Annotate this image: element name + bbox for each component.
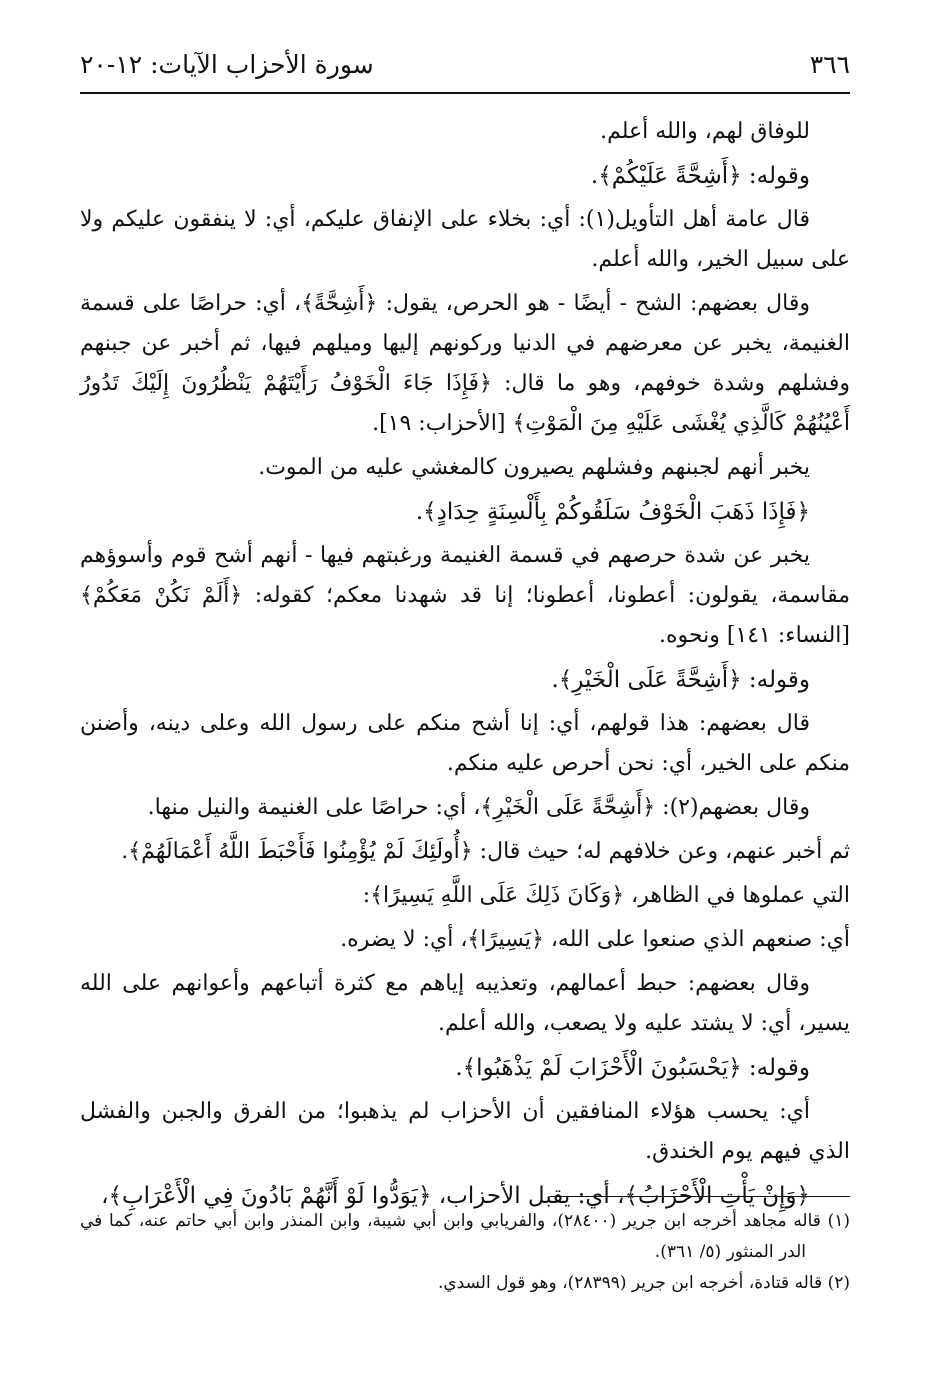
paragraph: ﴿وَإِنْ يَأْتِ الْأَحْزَابُ﴾، أي: يقبل الأحزاب، ﴿يَوَدُّوا لَوْ أَنَّهُمْ بَادُونَ فِي الْأَعْرَابِ﴾، — [101, 1183, 810, 1209]
paragraph: ﴿فَإِذَا ذَهَبَ الْخَوْفُ سَلَقُوكُمْ بِأَلْسِنَةٍ حِدَادٍ﴾. — [415, 499, 810, 525]
paragraph: وقوله: ﴿أَشِحَّةً عَلَيْكُمْ﴾. — [590, 163, 810, 189]
running-title: سورة الأحزاب الآيات: ١٢-٢٠ — [80, 50, 374, 79]
footnote: (٢) قاله قتادة، أخرجه ابن جرير (٢٨٣٩٩)، وهو قول السدي. — [437, 1273, 850, 1293]
paragraph: قال بعضهم: هذا قولهم، أي: إنا أشح منكم على رسول الله وعلى دينه، وأضنن منكم على الخير، أي: نحن أحرص عليه منكم. — [80, 711, 850, 776]
footnote-separator — [550, 1196, 850, 1197]
main-text — [80, 112, 850, 1220]
paragraph: يخبر عن شدة حرصهم في قسمة الغنيمة ورغبتهم فيها - أنهم أشح قوم وأسوؤهم مقاسمة، يقولون: أعطونا، أعطونا؛ إنا قد شهدنا معكم؛ كقوله: ﴿أَلَمْ نَكُنْ مَعَكُمْ﴾ [النساء: ١٤١] ونحوه. — [80, 543, 850, 648]
paragraph: أي: صنعهم الذي صنعوا على الله، ﴿يَسِيرًا﴾، أي: لا يضره. — [340, 927, 850, 952]
paragraph: وقال بعضهم(٢): ﴿أَشِحَّةً عَلَى الْخَيْرِ﴾، أي: حراصًا على الغنيمة والنيل منها. — [147, 795, 810, 820]
footnotes — [80, 1206, 850, 1299]
page-number: ٣٦٦ — [809, 50, 850, 79]
paragraph: وقال بعضهم: الشح - أيضًا - هو الحرص، يقول: ﴿أَشِحَّةً﴾، أي: حراصًا على قسمة الغنيمة، يخبر عن معرضهم في الدنيا وركونهم إليها وميلهم فيها، ثم أخبر عن جبنهم وفشلهم وشدة خوفهم، وهو ما قال: ﴿فَإِذَا جَاءَ الْخَوْفُ رَأَيْتَهُمْ يَنْظُرُونَ إِلَيْكَ تَدُورُ أَعْيُنُهُمْ كَالَّذِي يُغْشَى عَلَيْهِ مِنَ الْمَوْتِ﴾ [الأحزاب: ١٩]. — [80, 291, 850, 436]
paragraph: للوفاق لهم، والله أعلم. — [600, 119, 810, 144]
paragraph: وقال بعضهم: حبط أعمالهم، وتعذيبه إياهم مع كثرة أتباعهم وأعوانهم على الله يسير، أي: لا يشتد عليه ولا يصعب، والله أعلم. — [80, 971, 850, 1036]
paragraph: قال عامة أهل التأويل(١): أي: بخلاء على الإنفاق عليكم، أي: لا ينفقون عليكم ولا على سبيل الخير، والله أعلم. — [80, 207, 850, 272]
paragraph: يخبر أنهم لجبنهم وفشلهم يصيرون كالمغشي عليه من الموت. — [258, 455, 810, 480]
paragraph: التي عملوها في الظاهر، ﴿وَكَانَ ذَلِكَ عَلَى اللَّهِ يَسِيرًا﴾: — [362, 883, 850, 908]
paragraph: وقوله: ﴿يَحْسَبُونَ الْأَحْزَابَ لَمْ يَذْهَبُوا﴾. — [455, 1055, 810, 1081]
footnote: (١) قاله مجاهد أخرجه ابن جرير (٢٨٤٠٠)، والفريابي وابن أبي شيبة، وابن المنذر وابن أبي حاتم عنه، كما في الدر المنثور (٥/ ٣٦١). — [80, 1211, 850, 1262]
page-header — [80, 42, 850, 94]
paragraph: أي: يحسب هؤلاء المنافقين أن الأحزاب لم يذهبوا؛ من الفرق والجبن والفشل الذي فيهم يوم الخندق. — [80, 1099, 850, 1164]
paragraph: وقوله: ﴿أَشِحَّةً عَلَى الْخَيْرِ﴾. — [551, 667, 810, 693]
paragraph: ثم أخبر عنهم، وعن خلافهم له؛ حيث قال: ﴿أُولَئِكَ لَمْ يُؤْمِنُوا فَأَحْبَطَ اللَّهُ أَعْمَالَهُمْ﴾. — [121, 839, 850, 864]
